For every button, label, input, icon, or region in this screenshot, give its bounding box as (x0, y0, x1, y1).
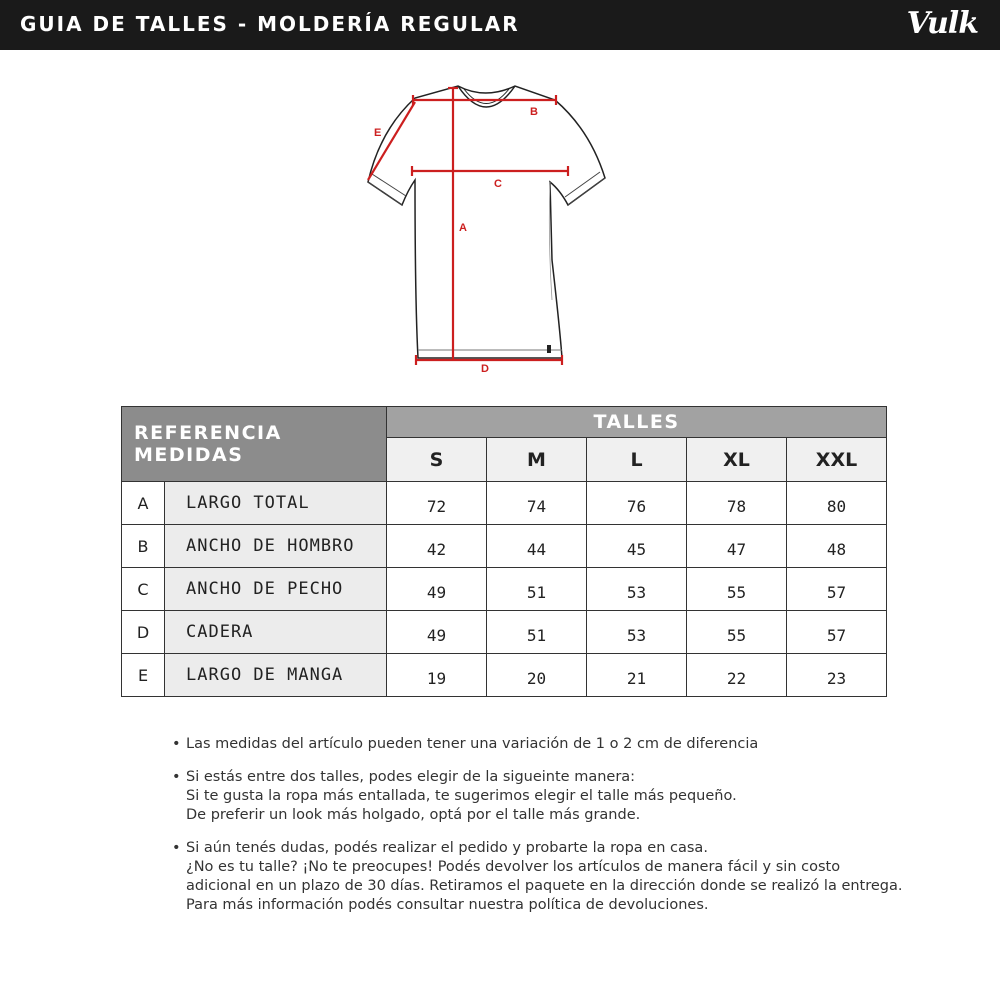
row-value: 47 (687, 525, 787, 568)
row-measure-name: LARGO DE MANGA (165, 654, 387, 697)
row-letter: E (122, 654, 165, 697)
row-value: 51 (487, 568, 587, 611)
label-c: C (494, 178, 502, 190)
row-letter: C (122, 568, 165, 611)
row-value: 51 (487, 611, 587, 654)
note-line: ¿No es tu talle? ¡No te preocupes! Podés devolver los artículos de manera fácil y sin costo (186, 859, 841, 875)
row-value: 44 (487, 525, 587, 568)
row-value: 57 (787, 568, 887, 611)
table-row (122, 568, 887, 611)
row-letter: A (122, 482, 165, 525)
note-item (172, 735, 932, 754)
row-value: 22 (687, 654, 787, 697)
row-measure-name: ANCHO DE PECHO (165, 568, 387, 611)
reference-header: REFERENCIA MEDIDAS (122, 407, 387, 482)
sizes-header: TALLES (387, 407, 887, 438)
note-line: De preferir un look más holgado, optá por el talle más grande. (186, 807, 641, 823)
row-letter: B (122, 525, 165, 568)
note-line: Para más información podés consultar nuestra política de devoluciones. (186, 897, 709, 913)
label-e: E (374, 127, 382, 139)
tshirt-outline (368, 86, 605, 358)
table-row (122, 525, 887, 568)
table-row (122, 654, 887, 697)
row-value: 21 (587, 654, 687, 697)
row-value: 23 (787, 654, 887, 697)
size-column-header: L (587, 438, 687, 482)
row-value: 57 (787, 611, 887, 654)
size-column-header: S (387, 438, 487, 482)
page-title: GUIA DE TALLES - MOLDERÍA REGULAR (20, 12, 520, 36)
bullet-icon: • (172, 769, 181, 785)
label-d: D (481, 363, 489, 375)
size-column-header: XXL (787, 438, 887, 482)
row-value: 55 (687, 611, 787, 654)
row-value: 80 (787, 482, 887, 525)
tshirt-tag (547, 345, 551, 353)
row-value: 74 (487, 482, 587, 525)
row-value: 20 (487, 654, 587, 697)
row-measure-name: LARGO TOTAL (165, 482, 387, 525)
note-item (172, 839, 932, 915)
note-line: adicional en un plazo de 30 días. Retiramos el paquete en la dirección donde se realizó la entrega. (186, 878, 903, 894)
brand-logo: Vulk (906, 6, 978, 41)
note-item (172, 768, 932, 825)
row-letter: D (122, 611, 165, 654)
table-row (122, 482, 887, 525)
tshirt-measurement-diagram (355, 78, 625, 378)
row-measure-name: ANCHO DE HOMBRO (165, 525, 387, 568)
row-value: 55 (687, 568, 787, 611)
note-line: Si estás entre dos talles, podes elegir de la sigueinte manera: (186, 769, 636, 785)
size-column-header: XL (687, 438, 787, 482)
row-value: 72 (387, 482, 487, 525)
bullet-icon: • (172, 840, 181, 856)
row-value: 48 (787, 525, 887, 568)
row-value: 45 (587, 525, 687, 568)
table-row (122, 611, 887, 654)
row-measure-name: CADERA (165, 611, 387, 654)
size-table (121, 406, 887, 697)
notes-list (172, 735, 932, 929)
row-value: 49 (387, 568, 487, 611)
note-line: Las medidas del artículo pueden tener una variación de 1 o 2 cm de diferencia (186, 736, 759, 752)
label-b: B (530, 106, 538, 118)
note-line: Si te gusta la ropa más entallada, te sugerimos elegir el talle más pequeño. (186, 788, 737, 804)
row-value: 42 (387, 525, 487, 568)
row-value: 53 (587, 568, 687, 611)
row-value: 49 (387, 611, 487, 654)
size-column-header: M (487, 438, 587, 482)
note-line: Si aún tenés dudas, podés realizar el pedido y probarte la ropa en casa. (186, 840, 708, 856)
header-bar (0, 0, 1000, 50)
row-value: 78 (687, 482, 787, 525)
row-value: 76 (587, 482, 687, 525)
row-value: 19 (387, 654, 487, 697)
bullet-icon: • (172, 736, 181, 752)
label-a: A (459, 222, 467, 234)
row-value: 53 (587, 611, 687, 654)
